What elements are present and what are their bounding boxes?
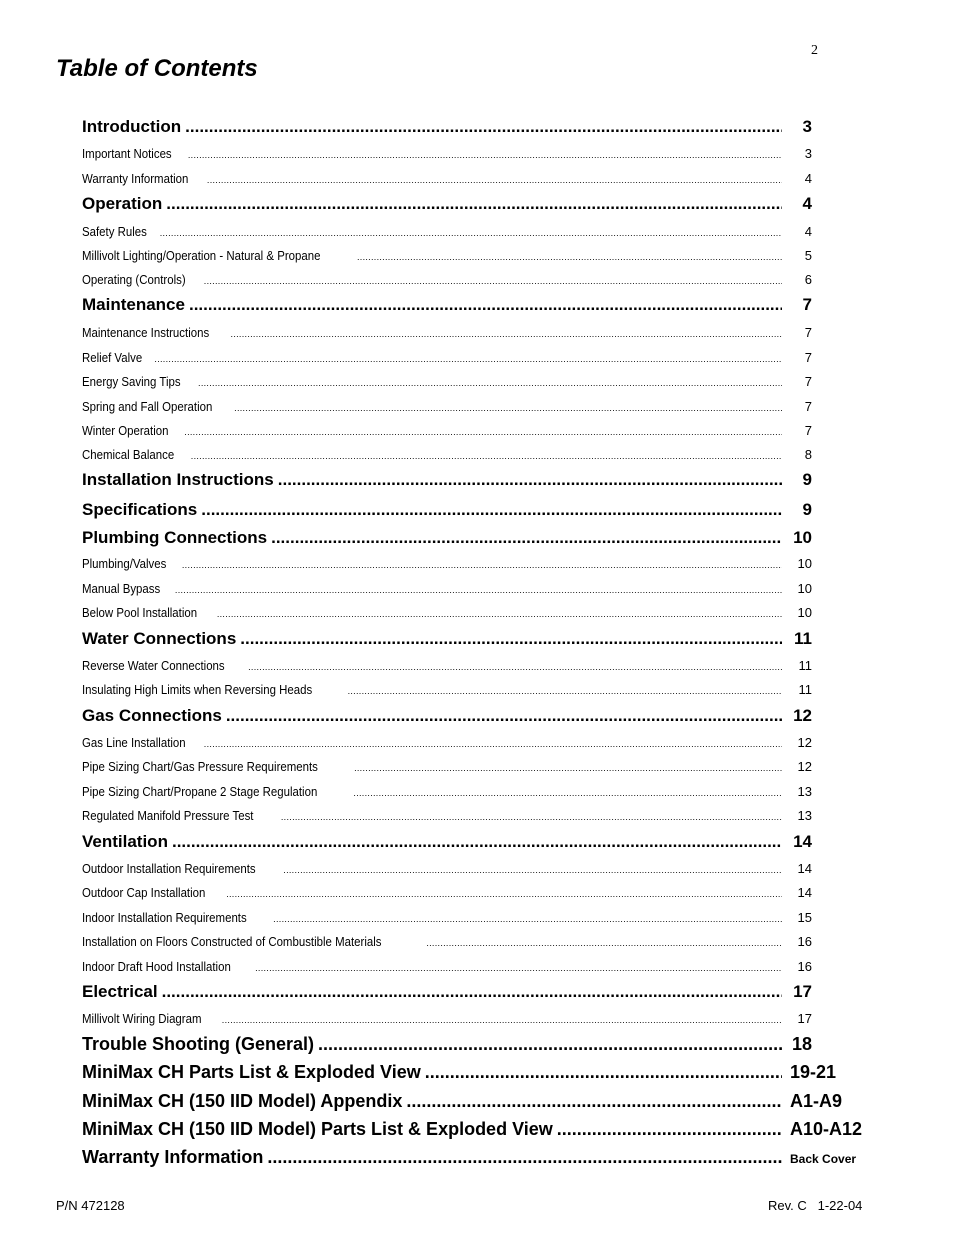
toc-page-number: 4 (802, 194, 812, 213)
toc-entry-label: Outdoor Cap Installation (82, 885, 206, 900)
toc-section (82, 470, 782, 490)
toc-section (82, 832, 782, 852)
dot-leader (406, 1091, 782, 1112)
toc-entry-label: Maintenance (82, 295, 185, 314)
toc-page-number: 10 (793, 528, 812, 547)
dot-leader (166, 194, 782, 214)
toc-subentry (82, 885, 782, 900)
toc-page-number: 12 (797, 735, 812, 750)
toc-entry-label: Chemical Balance (82, 447, 175, 462)
dot-leader (154, 354, 782, 364)
dot-leader (226, 889, 782, 899)
dot-leader (240, 629, 782, 649)
toc-page-number: 13 (797, 784, 812, 799)
toc-entry-label: Energy Saving Tips (82, 374, 181, 389)
toc-subentry (82, 325, 782, 340)
toc-section (82, 117, 782, 137)
toc-entry-label: Plumbing/Valves (82, 556, 167, 571)
toc-entry-label: Plumbing Connections (82, 528, 268, 547)
dot-leader (217, 609, 782, 619)
toc-subentry (82, 374, 782, 389)
toc-page-number: 16 (797, 934, 812, 949)
dot-leader (182, 560, 782, 570)
toc-page-number: A10-A12 (790, 1119, 863, 1139)
toc-section (82, 500, 782, 520)
dot-leader (162, 982, 782, 1002)
toc-entry-label: Millivolt Wiring Diagram (82, 1011, 202, 1026)
toc-entry-label: Regulated Manifold Pressure Test (82, 808, 254, 823)
toc-entry-label: Warranty Information (82, 171, 189, 186)
toc-page-number: 9 (802, 470, 812, 489)
toc-section (82, 1091, 782, 1112)
toc-subentry (82, 910, 782, 925)
dot-leader (172, 832, 782, 852)
toc-page-number: 10 (797, 581, 812, 596)
toc-page-number: 7 (804, 423, 812, 438)
toc-section (82, 528, 782, 548)
toc-page-number: 3 (804, 146, 812, 161)
dot-leader (273, 914, 782, 924)
toc-page-number: 17 (797, 1011, 812, 1026)
dot-leader (425, 1062, 782, 1083)
dot-leader (201, 500, 782, 520)
toc-entry-label: Spring and Fall Operation (82, 399, 213, 414)
toc-subentry (82, 682, 782, 697)
toc-page-number: A1-A9 (790, 1091, 843, 1111)
toc-page-number: 14 (797, 885, 812, 900)
toc-entry-label: Manual Bypass (82, 581, 161, 596)
toc-entry-label: Gas Line Installation (82, 735, 186, 750)
toc-page-number: 18 (791, 1034, 812, 1054)
toc-page-number: 5 (804, 248, 812, 263)
part-number: P/N 472128 (56, 1198, 125, 1213)
toc-page-number: 17 (793, 982, 812, 1001)
toc-entry-label: MiniMax CH Parts List & Exploded View (82, 1062, 421, 1082)
toc-subentry (82, 1011, 782, 1026)
toc-entry-label: Pipe Sizing Chart/Propane 2 Stage Regulation (82, 784, 318, 799)
toc-page-number: 11 (798, 682, 812, 697)
toc-page-number: 7 (804, 399, 812, 414)
page-number: 2 (811, 43, 818, 58)
dot-leader (271, 528, 782, 548)
toc-page-number: 7 (804, 325, 812, 340)
toc-subentry (82, 224, 782, 239)
toc-subentry (82, 735, 782, 750)
toc-subentry (82, 808, 782, 823)
toc-subentry (82, 146, 782, 161)
toc-entry-label: Below Pool Installation (82, 605, 198, 620)
toc-section (82, 194, 782, 214)
dot-leader (354, 763, 782, 773)
toc-page-number: 12 (797, 759, 812, 774)
toc-entry-label: Outdoor Installation Requirements (82, 861, 256, 876)
toc-entry-label: Operating (Controls) (82, 272, 186, 287)
dot-leader (426, 938, 782, 948)
toc-subentry (82, 272, 782, 287)
toc-page-number: 7 (804, 350, 812, 365)
dot-leader (198, 378, 782, 388)
toc-entry-label: Indoor Draft Hood Installation (82, 959, 231, 974)
toc-entry-label: Electrical (82, 982, 158, 1001)
revision-date: Rev. C 1-22-04 (768, 1198, 863, 1213)
toc-subentry (82, 399, 782, 414)
dot-leader (318, 1034, 782, 1055)
toc-page-number: 9 (802, 500, 812, 519)
toc-section (82, 706, 782, 726)
toc-subentry (82, 447, 782, 462)
toc-entry-label: Water Connections (82, 629, 237, 648)
toc-subentry (82, 171, 782, 186)
toc-entry-label: Operation (82, 194, 163, 213)
toc-subentry (82, 556, 782, 571)
toc-subentry (82, 861, 782, 876)
toc-entry-label: Reverse Water Connections (82, 658, 225, 673)
dot-leader (234, 403, 782, 413)
toc-entry-label: Warranty Information (82, 1147, 264, 1167)
toc-entry-label: Trouble Shooting (General) (82, 1034, 315, 1054)
dot-leader (353, 788, 782, 798)
dot-leader (188, 150, 782, 160)
dot-leader (204, 739, 782, 749)
toc-entry-label: Insulating High Limits when Reversing Heads (82, 682, 313, 697)
dot-leader (357, 252, 782, 262)
toc-entry-label: Safety Rules (82, 224, 147, 239)
toc-page-number: 15 (797, 910, 812, 925)
toc-section (82, 629, 782, 649)
toc-entry-label: MiniMax CH (150 IID Model) Parts List & Exploded View (82, 1119, 553, 1139)
dot-leader (248, 662, 782, 672)
dot-leader (255, 963, 782, 973)
dot-leader (278, 470, 782, 490)
toc-page-number: 8 (804, 447, 812, 462)
dot-leader (204, 276, 782, 286)
toc-subentry (82, 959, 782, 974)
toc-entry-label: Gas Connections (82, 706, 222, 725)
toc-entry-label: Installation Instructions (82, 470, 274, 489)
dot-leader (283, 865, 782, 875)
toc-subentry (82, 658, 782, 673)
toc-entry-label: Relief Valve (82, 350, 143, 365)
toc-entry-label: Introduction (82, 117, 182, 136)
toc-entry-label: Maintenance Instructions (82, 325, 210, 340)
toc-page-number: 4 (804, 171, 812, 186)
toc-entry-label: Specifications (82, 500, 198, 519)
dot-leader (226, 706, 782, 726)
toc-page-number: 11 (798, 658, 812, 673)
dot-leader (191, 451, 782, 461)
toc-page-number: 12 (793, 706, 812, 725)
toc-entry-label: Important Notices (82, 146, 172, 161)
dot-leader (160, 228, 782, 238)
dot-leader (348, 686, 782, 696)
toc-page-number: 7 (802, 295, 812, 314)
toc-page-number: 10 (797, 605, 812, 620)
toc-page-number: 3 (802, 117, 812, 136)
dot-leader (222, 1015, 782, 1025)
dot-leader (557, 1119, 782, 1140)
toc-page-number: 14 (793, 832, 812, 851)
dot-leader (189, 295, 782, 315)
toc-section (82, 1062, 782, 1083)
toc-page-number: 6 (804, 272, 812, 287)
toc-page-number: 13 (797, 808, 812, 823)
dot-leader (267, 1147, 782, 1168)
toc-section (82, 295, 782, 315)
dot-leader (185, 117, 782, 137)
toc-subentry (82, 423, 782, 438)
dot-leader (175, 585, 782, 595)
toc-page-number: 16 (797, 959, 812, 974)
toc-subentry (82, 605, 782, 620)
page-title: Table of Contents (56, 55, 258, 82)
toc-subentry (82, 934, 782, 949)
toc-page-number: 19-21 (790, 1062, 837, 1082)
toc-entry-label: Installation on Floors Constructed of Combustible Materials (82, 934, 382, 949)
toc-page-number: 4 (804, 224, 812, 239)
toc-page-number: 10 (797, 556, 812, 571)
toc-entry-label: Millivolt Lighting/Operation - Natural & Propane (82, 248, 321, 263)
toc-entry-label: Pipe Sizing Chart/Gas Pressure Requirements (82, 759, 318, 774)
toc-entry-label: MiniMax CH (150 IID Model) Appendix (82, 1091, 403, 1111)
toc-page-number: 11 (794, 629, 812, 648)
toc-page-number: Back Cover (790, 1152, 857, 1166)
toc-entry-label: Winter Operation (82, 423, 169, 438)
dot-leader (207, 175, 782, 185)
toc-page-number: 7 (804, 374, 812, 389)
toc-subentry (82, 350, 782, 365)
toc-entry-label: Ventilation (82, 832, 168, 851)
toc-subentry (82, 759, 782, 774)
dot-leader (281, 812, 782, 822)
toc-page-number: 14 (797, 861, 812, 876)
toc-section (82, 1147, 782, 1168)
toc-section (82, 1034, 782, 1055)
toc-subentry (82, 581, 782, 596)
toc-section (82, 1119, 782, 1140)
dot-leader (231, 329, 782, 339)
toc-section (82, 982, 782, 1002)
dot-leader (184, 427, 782, 437)
toc-subentry (82, 784, 782, 799)
toc-subentry (82, 248, 782, 263)
toc-entry-label: Indoor Installation Requirements (82, 910, 247, 925)
